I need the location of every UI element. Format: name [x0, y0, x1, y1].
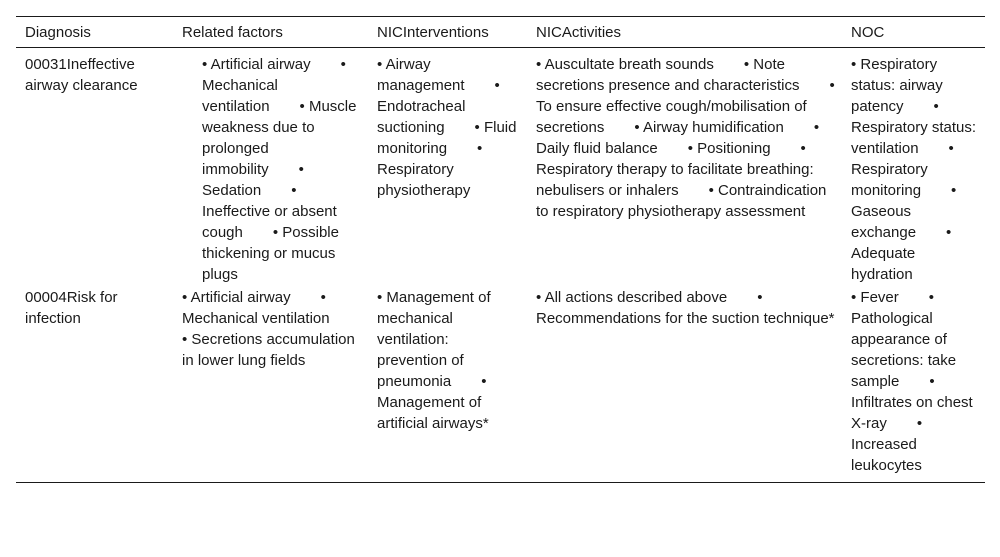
cell-diagnosis: 00004Risk for infection [16, 285, 173, 483]
care-plan-table-container [16, 16, 985, 483]
cell-diagnosis: 00031Ineffective airway clearance [25, 56, 138, 94]
header-diagnosis: Diagnosis [16, 17, 173, 48]
header-noc: NOC [842, 17, 985, 48]
header-nic-interventions: NICInterventions [368, 17, 527, 48]
care-plan-table [16, 16, 985, 483]
cell-nic-interventions: • Airway management • Endotracheal suctioning • Fluid monitoring • Respiratory physiotherapy [377, 56, 517, 199]
table-row [16, 48, 985, 286]
header-nic-activities: NICActivities [527, 17, 842, 48]
table-row [16, 285, 985, 483]
table-body [16, 48, 985, 483]
cell-related-factors: • Artificial airway • Mechanical ventilation • Muscle weakness due to prolonged immobility • Sedation • Ineffective or absent cough • Possible thickening or mucus plugs [202, 56, 357, 283]
cell-noc: • Respiratory status: airway patency • Respiratory status: ventilation • Respiratory monitoring • Gaseous exchange • Adequate hydration [851, 56, 977, 283]
cell-nic-activities: • Auscultate breath sounds • Note secretions presence and characteristics • To ensure effective cough/mobilisation of secretions • Airway humidification • Daily fluid balance • Positioning • Respiratory therapy to facilitate breathing: nebulisers or inhalers • Contraindication to respiratory physiotherapy assessment [536, 56, 835, 220]
header-row [16, 17, 985, 48]
cell-nic-activities: • All actions described above • Recommendations for the suction technique* [527, 285, 842, 483]
table-header [16, 17, 985, 48]
cell-nic-interventions: • Management of mechanical ventilation: prevention of pneumonia • Management of artificial airways* [368, 285, 527, 483]
cell-noc: • Fever • Pathological appearance of secretions: take sample • Infiltrates on chest X-ray • Increased leukocytes [842, 285, 985, 483]
cell-related-factors: • Artificial airway • Mechanical ventilation • Secretions accumulation in lower lung fields [173, 285, 368, 483]
header-related-factors: Related factors [173, 17, 368, 48]
